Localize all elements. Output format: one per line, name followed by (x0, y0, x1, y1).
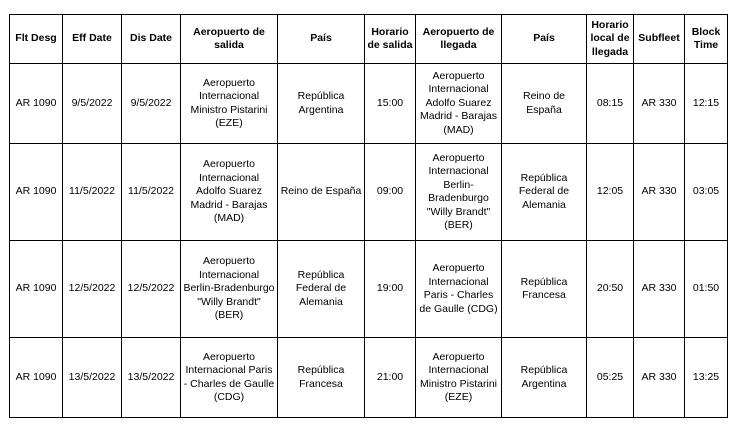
cell-dep-country: República Federal de Alemania (278, 241, 365, 338)
header-dep-airport: Aeropuerto de salida (181, 15, 278, 64)
cell-eff-date: 13/5/2022 (63, 338, 122, 418)
cell-arr-time: 05:25 (587, 338, 634, 418)
cell-arr-airport: Aeropuerto Internacional Ministro Pistarini (EZE) (416, 338, 502, 418)
cell-flt-desg: AR 1090 (10, 64, 63, 144)
flight-schedule-table (9, 14, 728, 418)
cell-arr-country: República Francesa (502, 241, 587, 338)
cell-arr-country: República Federal de Alemania (502, 144, 587, 241)
cell-dep-airport: Aeropuerto Internacional Ministro Pistarini (EZE) (181, 64, 278, 144)
cell-arr-time: 20:50 (587, 241, 634, 338)
cell-eff-date: 12/5/2022 (63, 241, 122, 338)
header-dep-time: Horario de salida (365, 15, 416, 64)
cell-dep-time: 09:00 (365, 144, 416, 241)
cell-arr-time: 08:15 (587, 64, 634, 144)
header-arr-country: País (502, 15, 587, 64)
table-row (10, 338, 728, 418)
header-dis-date: Dis Date (122, 15, 181, 64)
cell-arr-airport: Aeropuerto Internacional Adolfo Suarez Madrid - Barajas (MAD) (416, 64, 502, 144)
cell-dis-date: 13/5/2022 (122, 338, 181, 418)
cell-eff-date: 9/5/2022 (63, 64, 122, 144)
cell-arr-country: República Argentina (502, 338, 587, 418)
cell-dep-airport: Aeropuerto Internacional Paris - Charles de Gaulle (CDG) (181, 338, 278, 418)
cell-block-time: 13:25 (685, 338, 728, 418)
cell-dis-date: 9/5/2022 (122, 64, 181, 144)
cell-dep-time: 19:00 (365, 241, 416, 338)
cell-subfleet: AR 330 (634, 64, 685, 144)
header-block-time: Block Time (685, 15, 728, 64)
header-dep-country: País (278, 15, 365, 64)
cell-dep-time: 15:00 (365, 64, 416, 144)
cell-dep-country: República Francesa (278, 338, 365, 418)
cell-dis-date: 11/5/2022 (122, 144, 181, 241)
cell-dep-airport: Aeropuerto Internacional Adolfo Suarez Madrid - Barajas (MAD) (181, 144, 278, 241)
cell-dep-country: Reino de España (278, 144, 365, 241)
cell-arr-airport: Aeropuerto Internacional Paris - Charles de Gaulle (CDG) (416, 241, 502, 338)
cell-dep-airport: Aeropuerto Internacional Berlin-Bradenburgo "Willy Brandt" (BER) (181, 241, 278, 338)
cell-subfleet: AR 330 (634, 338, 685, 418)
header-arr-airport: Aeropuerto de llegada (416, 15, 502, 64)
header-eff-date: Eff Date (63, 15, 122, 64)
cell-arr-time: 12:05 (587, 144, 634, 241)
cell-arr-country: Reino de España (502, 64, 587, 144)
cell-subfleet: AR 330 (634, 144, 685, 241)
cell-dep-country: República Argentina (278, 64, 365, 144)
header-flt-desg: Flt Desg (10, 15, 63, 64)
table-row (10, 144, 728, 241)
table-row (10, 64, 728, 144)
header-arr-time: Horario local de llegada (587, 15, 634, 64)
header-row (10, 15, 728, 64)
cell-flt-desg: AR 1090 (10, 144, 63, 241)
cell-dis-date: 12/5/2022 (122, 241, 181, 338)
cell-block-time: 03:05 (685, 144, 728, 241)
cell-flt-desg: AR 1090 (10, 338, 63, 418)
cell-subfleet: AR 330 (634, 241, 685, 338)
cell-dep-time: 21:00 (365, 338, 416, 418)
cell-flt-desg: AR 1090 (10, 241, 63, 338)
cell-block-time: 12:15 (685, 64, 728, 144)
header-subfleet: Subfleet (634, 15, 685, 64)
table-row (10, 241, 728, 338)
cell-eff-date: 11/5/2022 (63, 144, 122, 241)
cell-block-time: 01:50 (685, 241, 728, 338)
cell-arr-airport: Aeropuerto Internacional Berlin-Bradenburgo "Willy Brandt" (BER) (416, 144, 502, 241)
